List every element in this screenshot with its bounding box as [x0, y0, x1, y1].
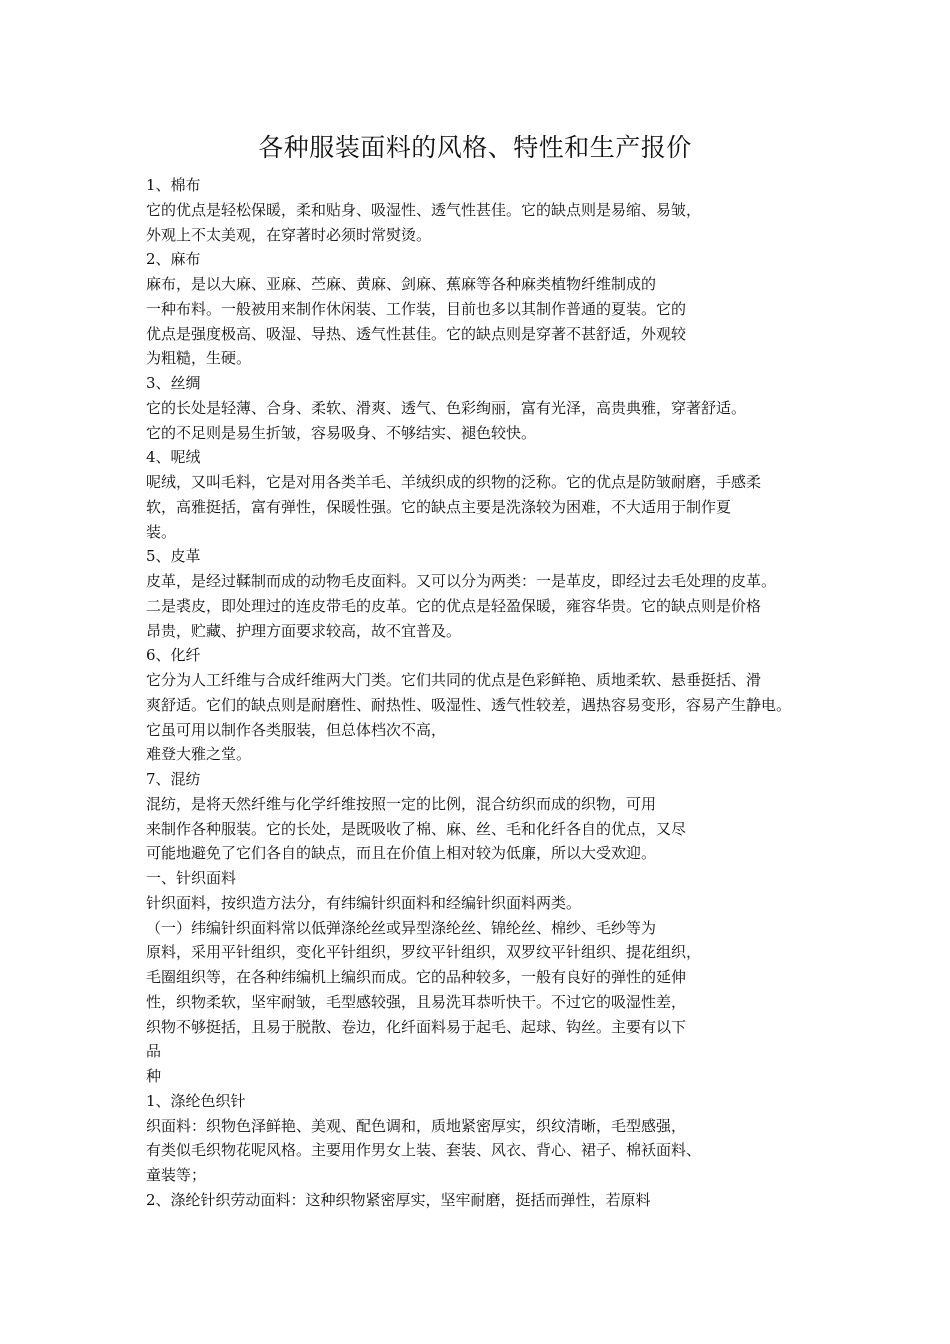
text-line: 性，织物柔软，坚牢耐皱，毛型感较强，且易洗耳恭听快干。不过它的吸湿性差， — [146, 992, 687, 1011]
text-line: 原料，采用平针组织，变化平针组织，罗纹平针组织，双罗纹平针组织、提花组织， — [146, 943, 702, 962]
text-line: 软，高雅挺括，富有弹性，保暖性强。它的缺点主要是洗涤较为困难，不大适用于制作夏 — [146, 497, 732, 516]
text-line: 6、化纤 — [146, 646, 201, 665]
text-line: 来制作各种服装。它的长处，是既吸收了棉、麻、丝、毛和化纤各自的优点，又尽 — [146, 819, 687, 838]
text-line: 它虽可用以制作各类服装，但总体档次不高， — [146, 720, 447, 739]
text-line: 2、麻布 — [146, 250, 201, 269]
document-title: 各种服装面料的风格、特性和生产报价 — [258, 133, 692, 162]
text-line: 它的不足则是易生折皱，容易吸身、不够结实、褪色较快。 — [146, 423, 537, 442]
text-line: 装。 — [146, 522, 177, 541]
text-line: 二是裘皮，即处理过的连皮带毛的皮革。它的优点是轻盈保暖，雍容华贵。它的缺点则是价格 — [146, 596, 762, 615]
text-line: 外观上不太美观，在穿著时必须时常熨烫。 — [146, 225, 432, 244]
text-line: （一）纬编针织面料常以低弹涤纶丝或异型涤纶丝、锦纶丝、棉纱、毛纱等为 — [146, 918, 657, 937]
text-line: 优点是强度极高、吸湿、导热、透气性甚佳。它的缺点则是穿著不甚舒适，外观较 — [146, 324, 687, 343]
text-line: 有类似毛织物花呢风格。主要用作男女上装、套装、风衣、背心、裙子、棉袄面料、 — [146, 1141, 702, 1160]
document-body — [146, 173, 826, 1213]
text-line: 童装等； — [146, 1166, 207, 1184]
text-line: 呢绒，又叫毛料，它是对用各类羊毛、羊绒织成的织物的泛称。它的优点是防皱耐磨，手感柔 — [146, 473, 762, 491]
text-line: 麻布，是以大麻、亚麻、苎麻、黄麻、剑麻、蕉麻等各种麻类植物纤维制成的 — [146, 275, 657, 293]
text-line: 爽舒适。它们的缺点则是耐磨性、耐热性、吸湿性、透气性较差，遇热容易变形，容易产生静电。 — [146, 695, 792, 714]
text-line: 4、呢绒 — [146, 448, 201, 467]
text-line: 3、丝绸 — [146, 374, 201, 392]
text-line: 皮革，是经过鞣制而成的动物毛皮面料。又可以分为两类：一是革皮，即经过去毛处理的皮革。 — [146, 572, 777, 590]
text-line: 它的优点是轻松保暖，柔和贴身、吸湿性、透气性甚佳。它的缺点则是易缩、易皱， — [146, 200, 702, 219]
text-line: 5、皮革 — [146, 547, 201, 566]
text-line: 一种布料。一般被用来制作休闲装、工作装，目前也多以其制作普通的夏装。它的 — [146, 299, 687, 318]
text-line: 7、混纺 — [146, 770, 201, 788]
text-line: 它的长处是轻薄、合身、柔软、滑爽、透气、色彩绚丽，富有光泽，高贵典雅，穿著舒适。 — [146, 398, 747, 417]
text-line: 难登大雅之堂。 — [146, 745, 252, 764]
text-line: 毛圈组织等，在各种纬编机上编织而成。它的品种较多，一般有良好的弹性的延伸 — [146, 968, 687, 986]
text-line: 为粗糙，生硬。 — [146, 349, 252, 368]
text-line: 织面料：织物色泽鲜艳、美观、配色调和，质地紧密厚实，织纹清晰，毛型感强， — [146, 1116, 687, 1135]
text-line: 一、针织面料 — [146, 869, 237, 887]
text-line: 1、涤纶色织针 — [146, 1091, 246, 1110]
text-line: 品 — [146, 1042, 162, 1061]
text-line: 昂贵，贮藏、护理方面要求较高，故不宜普及。 — [146, 621, 462, 640]
text-line: 混纺，是将天然纤维与化学纤维按照一定的比例，混合纺织而成的织物，可用 — [146, 794, 657, 813]
text-line: 1、棉布 — [146, 176, 201, 194]
text-line: 种 — [146, 1067, 162, 1085]
text-line: 2、涤纶针织劳动面料：这种织物紧密厚实，坚牢耐磨，挺括而弹性，若原料 — [146, 1190, 651, 1209]
text-line: 可能地避免了它们各自的缺点，而且在价值上相对较为低廉，所以大受欢迎。 — [146, 844, 657, 863]
text-line: 针织面料，按织造方法分，有纬编针织面料和经编针织面料两类。 — [146, 893, 582, 912]
text-line: 织物不够挺括，且易于脱散、卷边，化纤面料易于起毛、起球、钩丝。主要有以下 — [146, 1017, 687, 1036]
text-line: 它分为人工纤维与合成纤维两大门类。它们共同的优点是色彩鲜艳、质地柔软、悬垂挺括、滑 — [146, 671, 762, 689]
